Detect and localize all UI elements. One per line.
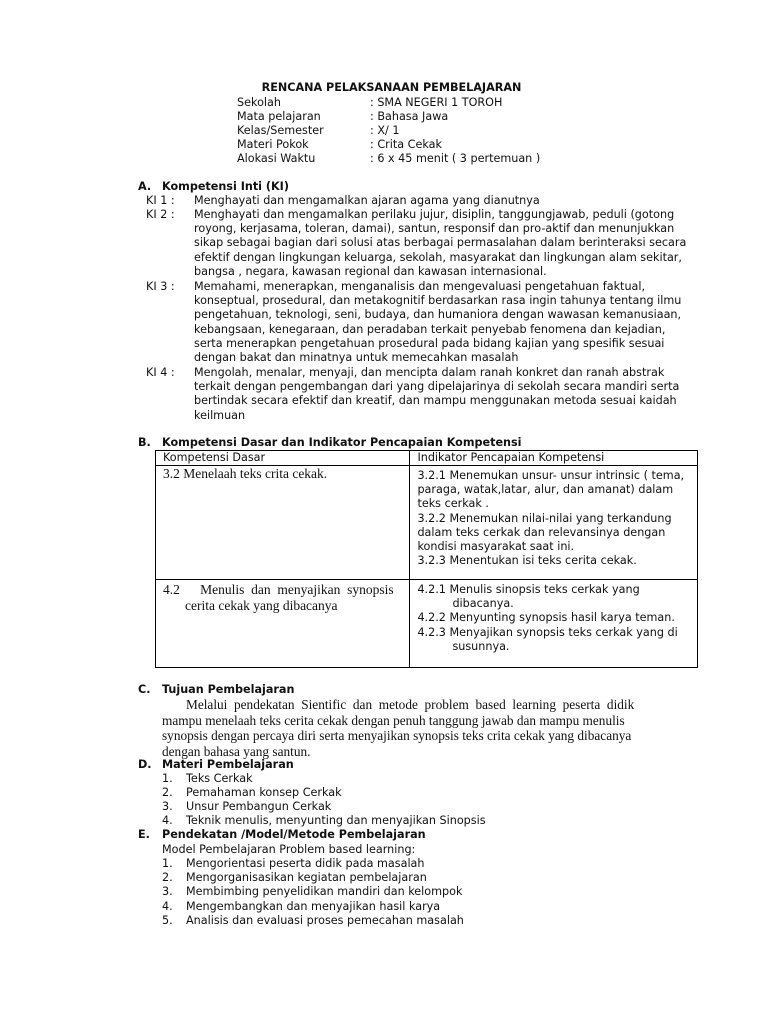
model-item: Membimbing penyelidikan mandiri dan kelompok	[186, 885, 463, 898]
kd-header: Kompetensi Dasar	[156, 451, 410, 466]
identity-label-alokasi: Alokasi Waktu	[237, 152, 316, 165]
kd-table	[155, 450, 698, 668]
section-e-letter: E.	[138, 828, 150, 841]
model-item: Analisis dan evaluasi proses pemecahan masalah	[186, 914, 464, 927]
materi-item: Teks Cerkak	[186, 772, 253, 785]
indicator-cell	[410, 580, 698, 668]
indicator-line: 4.2.1 Menulis sinopsis teks cerkak yang	[417, 583, 640, 596]
ki2-line: royong, kerjasama, toleran, damai), santun, responsif dan pro-aktif dan menunjukkan	[194, 222, 675, 236]
indicator-line: dalam teks cerkak dan relevansinya dengan	[417, 525, 666, 539]
ki4-line: keilmuan	[194, 408, 246, 422]
section-e-intro: Model Pembelajaran Problem based learning:	[162, 843, 416, 856]
paragraph-line: Melalui pendekatan Sientific dan metode problem based learning peserta didik	[186, 697, 635, 712]
section-b-title: Kompetensi Dasar dan Indikator Pencapaian Kompetensi	[162, 436, 522, 449]
section-b-letter: B.	[138, 436, 151, 449]
section-d-letter: D.	[138, 758, 152, 771]
kd-text: 3.2 Menelaah teks crita cekak.	[163, 466, 328, 481]
indicator-cell	[410, 466, 698, 580]
indicator-line: teks cerkak .	[417, 497, 489, 511]
ki2-line: Menghayati dan mengamalkan perilaku jujur, disiplin, tanggungjawab, peduli (gotong	[194, 208, 675, 221]
section-d-title: Materi Pembelajaran	[162, 758, 294, 771]
ki3-line: serta menerapkan pengetahuan prosedural pada bidang kajian yang spesifik sesuai	[194, 336, 665, 350]
kd-text: 4.2 Menulis dan menyajikan synopsis	[163, 582, 394, 597]
materi-num: 2.	[162, 786, 173, 799]
ki3-line: dengan bakat dan minatnya untuk memecahkan masalah	[194, 351, 519, 365]
kd-text-cont: cerita cekak yang dibacanya	[185, 598, 338, 613]
ki1-line: Menghayati dan mengamalkan ajaran agama yang dianutnya	[194, 194, 540, 207]
ki3-line: kebangsaan, kenegaraan, dan peradaban terkait penyebab fenomena dan kejadian,	[194, 322, 666, 336]
indicator-line: 3.2.3 Menentukan isi teks cerita cekak.	[417, 554, 637, 568]
indicator-line: 3.2.1 Menemukan unsur- unsur intrinsic ( tema,	[417, 469, 685, 482]
ki1-label: KI 1 :	[146, 194, 175, 207]
ki3-line: konseptual, prosedural, dan metakognitif berdasarkan rasa ingin tahunya tentang ilmu	[194, 294, 682, 308]
identity-label-materi: Materi Pokok	[237, 138, 309, 151]
kd-cell	[156, 466, 410, 580]
ki4-line: Mengolah, menalar, menyaji, dan mencipta dalam ranah konkret dan ranah abstrak	[194, 366, 665, 379]
indicator-line: 4.2.3 Menyajikan synopsis teks cerkak yang di	[417, 625, 678, 639]
identity-label-kelas: Kelas/Semester	[237, 124, 324, 137]
indicator-line: dibacanya.	[452, 597, 514, 611]
identity-value-kelas: : X/ 1	[370, 124, 400, 137]
ki4-label: KI 4 :	[146, 366, 175, 379]
indicator-line: kondisi masyarakat saat ini.	[417, 540, 575, 554]
section-a-title: Kompetensi Inti (KI)	[162, 180, 289, 193]
ki3-text	[194, 280, 694, 365]
materi-item: Unsur Pembangun Cerkak	[186, 800, 332, 813]
section-e-title: Pendekatan /Model/Metode Pembelajaran	[162, 828, 426, 841]
kd-cell	[156, 580, 410, 668]
ki2-line: sikap sebagai bagian dari solusi atas berbagai permasalahan dalam berinteraksi secara	[194, 236, 687, 250]
paragraph-line: dengan bahasa yang santun.	[162, 743, 311, 759]
model-item: Mengembangkan dan menyajikan hasil karya	[186, 900, 441, 913]
identity-label-sekolah: Sekolah	[237, 96, 281, 109]
section-c-paragraph	[162, 697, 702, 759]
model-num: 4.	[162, 900, 173, 913]
materi-num: 3.	[162, 800, 173, 813]
materi-item: Pemahaman konsep Cerkak	[186, 786, 342, 799]
model-item: Mengorganisasikan kegiatan pembelajaran	[186, 871, 427, 884]
section-c-letter: C.	[138, 683, 151, 696]
identity-value-materi: : Crita Cekak	[370, 138, 442, 151]
model-num: 1.	[162, 857, 173, 870]
ki3-line: pengetahuan, teknologi, seni, budaya, dan humaniora dengan wawasan kemanusiaan,	[194, 308, 682, 322]
section-c-title: Tujuan Pembelajaran	[162, 683, 295, 696]
document-title: RENCANA PELAKSANAAN PEMBELAJARAN	[261, 81, 522, 94]
model-num: 2.	[162, 871, 173, 884]
materi-item: Teknik menulis, menyunting dan menyajikan Sinopsis	[186, 814, 486, 827]
indicator-line: susunnya.	[452, 639, 510, 653]
indicator-line: paraga, watak,latar, alur, dan amanat) dalam	[417, 483, 674, 497]
identity-value-mapel: : Bahasa Jawa	[370, 110, 449, 123]
ki4-line: bertindak secara efektif dan kreatif, dan mampu menggunakan metoda sesuai kaidah	[194, 394, 677, 408]
identity-value-alokasi: : 6 x 45 menit ( 3 pertemuan )	[370, 152, 541, 165]
paragraph-line: synopsis dengan percaya diri serta menyajikan synopsis teks crita cekak yang dibacanya	[162, 728, 632, 743]
section-a-letter: A.	[138, 180, 152, 193]
ki3-label: KI 3 :	[146, 280, 175, 293]
indicator-line: 3.2.2 Menemukan nilai-nilai yang terkandung	[417, 511, 672, 525]
ki1-text	[194, 194, 694, 208]
identity-label-mapel: Mata pelajaran	[237, 110, 321, 123]
ki4-line: terkait dengan pengembangan dari yang dipelajarinya di sekolah secara mandiri serta	[194, 380, 680, 394]
ki2-line: efektif dengan lingkungan keluarga, sekolah, masyarakat dan lingkungan alam sekitar,	[194, 250, 682, 264]
ki3-line: Memahami, menerapkan, menganalisis dan mengevaluasi pengetahuan faktual,	[194, 280, 646, 293]
ki2-text	[194, 208, 694, 279]
ki4-text	[194, 366, 694, 423]
model-item: Mengorientasi peserta didik pada masalah	[186, 857, 425, 870]
ki2-label: KI 2 :	[146, 208, 175, 221]
indicator-line: 4.2.2 Menyunting synopsis hasil karya teman.	[417, 611, 675, 625]
model-num: 5.	[162, 914, 173, 927]
ki2-line: bangsa , negara, kawasan regional dan kawasan internasional.	[194, 264, 547, 278]
identity-value-sekolah: : SMA NEGERI 1 TOROH	[370, 96, 503, 109]
model-num: 3.	[162, 885, 173, 898]
indicator-header: Indikator Pencapaian Kompetensi	[410, 451, 698, 466]
paragraph-line: mampu menelaah teks cerita cekak dengan penuh tanggung jawab dan mampu menulis	[162, 712, 625, 728]
materi-num: 4.	[162, 814, 173, 827]
materi-num: 1.	[162, 772, 173, 785]
